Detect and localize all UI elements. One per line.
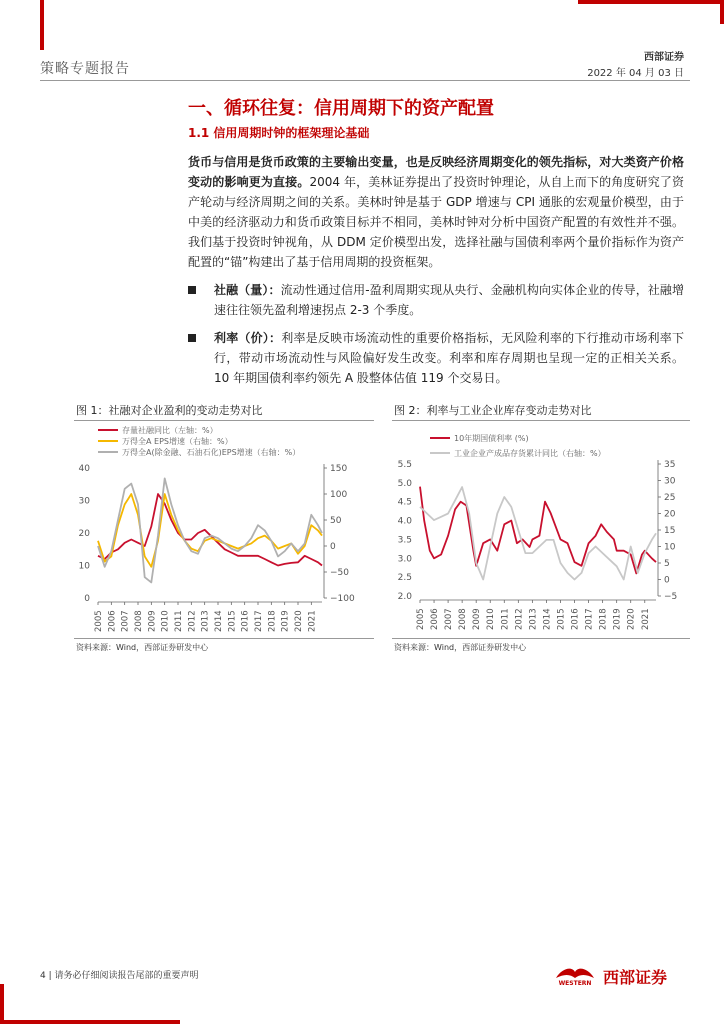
chart-1-right-axis xyxy=(324,464,355,604)
svg-text:WESTERN: WESTERN xyxy=(558,980,592,986)
x-tick-label: 2020 xyxy=(626,608,637,630)
x-tick-label: 2012 xyxy=(514,608,525,630)
x-tick-label: 2016 xyxy=(570,608,581,630)
figure-1-bottom-rule xyxy=(74,638,374,639)
chart-2-x-axis xyxy=(416,600,656,630)
y-left-tick-label: 5.0 xyxy=(397,478,412,489)
y-left-tick-label: 3.0 xyxy=(397,554,412,565)
intro-bold: 货币与信用是货币政策的主要输出变量，也是反映经济周期变化的领先指标，对大类资产价格变动的影响更为直接。 xyxy=(188,155,684,189)
x-tick-label: 2019 xyxy=(612,608,623,630)
x-tick-label: 2008 xyxy=(458,608,469,630)
x-tick-label: 2008 xyxy=(134,610,144,632)
x-tick-label: 2021 xyxy=(307,610,318,632)
chart-2-right-axis xyxy=(658,460,677,602)
x-tick-label: 2017 xyxy=(584,608,595,630)
y-left-tick-label: 3.5 xyxy=(397,535,412,546)
chart-1-x-axis xyxy=(94,602,322,632)
series-line-1 xyxy=(420,487,656,579)
x-tick-label: 2014 xyxy=(542,608,553,630)
intro-paragraph xyxy=(188,152,684,272)
report-section-label: 策略专题报告 xyxy=(40,61,130,77)
figure-2-top-rule xyxy=(392,420,690,421)
series-line-0 xyxy=(98,494,322,566)
x-tick-label: 2015 xyxy=(227,610,238,632)
corner-accent-right xyxy=(720,0,724,24)
x-tick-label: 2012 xyxy=(187,610,198,632)
y-right-tick-label: −100 xyxy=(330,594,355,604)
x-tick-label: 2006 xyxy=(107,610,118,632)
x-tick-label: 2015 xyxy=(556,608,567,630)
report-date: 2022 年 04 月 03 日 xyxy=(587,68,684,79)
y-right-tick-label: 150 xyxy=(330,464,348,474)
y-left-tick-label: 2.0 xyxy=(397,592,412,602)
y-right-tick-label: 25 xyxy=(664,493,676,503)
x-tick-label: 2011 xyxy=(174,610,184,632)
subsection-heading: 1.1 信用周期时钟的框架理论基础 xyxy=(188,126,370,140)
x-tick-label: 2014 xyxy=(214,610,224,632)
bullet-square-icon xyxy=(188,286,196,294)
figure-2-source: 资料来源：Wind，西部证券研发中心 xyxy=(394,643,527,652)
x-tick-label: 2016 xyxy=(240,610,251,632)
x-tick-label: 2020 xyxy=(294,610,304,632)
x-tick-label: 2005 xyxy=(94,610,104,632)
y-left-tick-label: 5.5 xyxy=(397,460,412,470)
footer-brand: 西部证券 xyxy=(603,968,668,987)
x-tick-label: 2018 xyxy=(267,610,278,632)
x-tick-label: 2009 xyxy=(472,608,483,630)
chart-1-legend xyxy=(98,425,300,457)
x-tick-label: 2019 xyxy=(280,610,291,632)
x-tick-label: 2005 xyxy=(416,608,426,630)
section-heading: 一、循环往复：信用周期下的资产配置 xyxy=(188,98,494,119)
y-right-tick-label: 10 xyxy=(664,542,676,553)
legend-label: 万得全A EPS增速（右轴：%） xyxy=(122,437,233,446)
y-right-tick-label: 35 xyxy=(664,460,676,470)
y-right-tick-label: 20 xyxy=(664,509,676,520)
page-number: 4 xyxy=(40,971,46,981)
footer-disclaimer: 4 | 请务必仔细阅读报告尾部的重要声明 xyxy=(40,971,199,981)
y-left-tick-label: 0 xyxy=(84,594,90,604)
header-divider xyxy=(40,80,690,81)
y-right-tick-label: 30 xyxy=(664,476,676,487)
footer-accent-bottom xyxy=(0,1020,180,1024)
bullet-interest-rate xyxy=(188,328,684,388)
corner-accent-top xyxy=(578,0,724,4)
y-right-tick-label: 5 xyxy=(664,559,670,569)
bullet-label: 利率（价）： xyxy=(214,331,282,345)
chart-1 xyxy=(68,422,380,634)
x-tick-label: 2007 xyxy=(120,610,131,632)
chart-2-series xyxy=(420,487,656,580)
bullet-square-icon xyxy=(188,334,196,342)
y-left-tick-label: 4.5 xyxy=(397,497,412,508)
x-tick-label: 2013 xyxy=(200,610,211,632)
x-tick-label: 2007 xyxy=(444,608,455,630)
x-tick-label: 2006 xyxy=(430,608,441,630)
header-brand: 西部证券 xyxy=(644,52,684,63)
figure-2-title: 图 2：利率与工业企业库存变动走势对比 xyxy=(394,404,592,417)
figure-1-top-rule xyxy=(74,420,374,421)
series-line-1 xyxy=(98,494,322,567)
chart-2-left-axis xyxy=(398,460,413,602)
x-tick-label: 2021 xyxy=(640,608,651,630)
y-right-tick-label: −5 xyxy=(664,592,678,602)
figure-2-bottom-rule xyxy=(392,638,690,639)
footer-accent-left xyxy=(0,984,4,1024)
bullet-text: 流动性通过信用-盈利周期实现从央行、金融机构向实体企业的传导，社融增速往往领先盈利增速拐点 2-3 个季度。 xyxy=(214,283,684,317)
y-left-tick-label: 40 xyxy=(78,464,90,474)
x-tick-label: 2010 xyxy=(486,608,497,630)
x-tick-label: 2011 xyxy=(500,608,511,630)
y-right-tick-label: −50 xyxy=(330,568,349,578)
y-left-tick-label: 20 xyxy=(78,529,90,539)
legend-label: 10年期国债利率 (%) xyxy=(454,434,529,443)
y-left-tick-label: 4.0 xyxy=(397,516,412,527)
legend-label: 存量社融同比（左轴：%） xyxy=(122,426,218,435)
chart-1-left-axis xyxy=(79,464,91,604)
chart-2-legend xyxy=(430,433,606,458)
bullet-text: 利率是反映市场流动性的重要价格指标，无风险利率的下行推动市场利率下行，带动市场流动性与风险偏好发生改变。利率和库存周期也呈现一定的正相关关系。10 年期国债利率约领先 A 股整体估值 119 个交易日。 xyxy=(214,331,684,385)
western-logo-icon xyxy=(552,964,598,986)
y-left-tick-label: 2.5 xyxy=(397,573,412,584)
legend-label: 万得全A(除金融、石油石化)EPS增速（右轴：%） xyxy=(122,448,301,457)
y-right-tick-label: 50 xyxy=(330,516,342,526)
x-tick-label: 2017 xyxy=(254,610,264,632)
bullet-social-financing xyxy=(188,280,684,320)
y-right-tick-label: 0 xyxy=(664,575,670,586)
chart-1-series xyxy=(98,478,322,582)
y-left-tick-label: 10 xyxy=(78,561,90,572)
x-tick-label: 2013 xyxy=(528,608,539,630)
corner-accent-left xyxy=(40,0,44,50)
x-tick-label: 2018 xyxy=(598,608,609,630)
chart-2 xyxy=(386,422,696,634)
y-left-tick-label: 30 xyxy=(78,496,90,507)
legend-label: 工业企业产成品存货累计同比（右轴：%） xyxy=(454,449,606,458)
figure-1-title: 图 1：社融对企业盈利的变动走势对比 xyxy=(76,404,263,417)
y-right-tick-label: 15 xyxy=(664,526,676,536)
figure-1-source: 资料来源：Wind，西部证券研发中心 xyxy=(76,643,209,652)
x-tick-label: 2009 xyxy=(147,610,158,632)
intro-text: 2004 年，美林证券提出了投资时钟理论，从自上而下的角度研究了资产轮动与经济周期之间的关系。美林时钟是基于 GDP 增速与 CPI 通胀的宏观量价模型，由于中美的经济驱动力和货币政策目标并不相同，美林时钟对分析中国资产配置的有效性并不强。我们基于投资时钟视角，从 DDM 定价模型出发，选择社融与国债利率两个量价指标作为资产配置的“锚”构建出了基于信用周期的投资框架。 xyxy=(188,175,684,269)
y-right-tick-label: 100 xyxy=(330,490,348,500)
x-tick-label: 2010 xyxy=(160,610,171,632)
bullet-label: 社融（量）： xyxy=(214,283,281,297)
y-right-tick-label: 0 xyxy=(330,542,336,552)
